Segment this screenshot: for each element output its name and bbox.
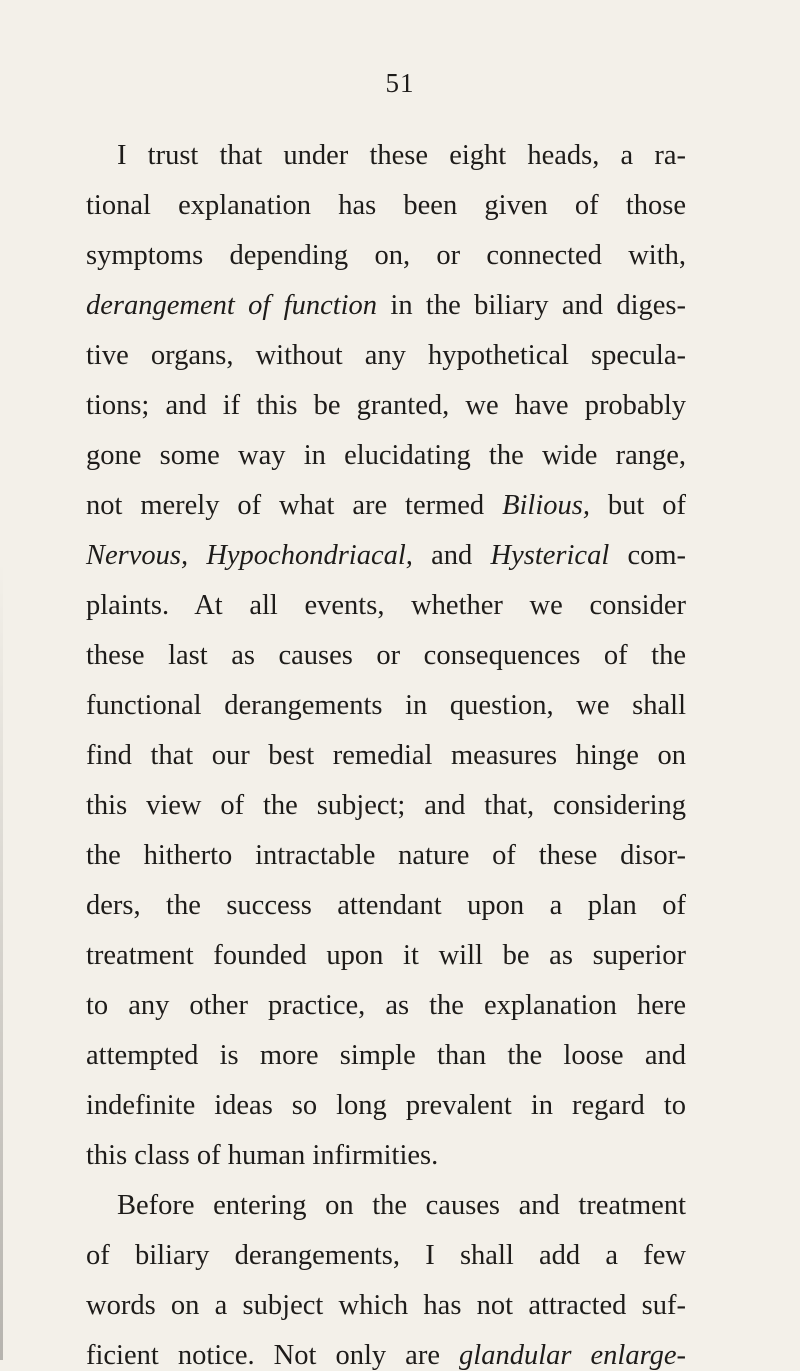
text-line: these last as causes or consequences of the (86, 640, 686, 671)
text-segment: not merely of what are termed (86, 490, 503, 521)
text-line: this class of human infirmities. (86, 1140, 439, 1171)
italic-text: Hysterical (490, 540, 610, 571)
text-line: plaints. At all events, whether we consider (86, 590, 686, 621)
text-line (86, 292, 686, 321)
text-segment: in the biliary and diges- (377, 290, 686, 321)
text-line: treatment founded upon it will be as superior (86, 940, 686, 971)
page-edge-shadow (0, 560, 3, 1360)
text-line: this view of the subject; and that, considering (86, 790, 686, 821)
text-line: find that our best remedial measures hinge on (86, 740, 686, 771)
page-number: 51 (385, 68, 415, 98)
text-line: tive organs, without any hypothetical specula- (86, 340, 686, 371)
text-line (86, 492, 686, 521)
text-line: tional explanation has been given of those (86, 190, 686, 221)
text-line: tions; and if this be granted, we have probably (86, 390, 686, 421)
italic-text: Bilious, (502, 490, 590, 521)
text-line: I trust that under these eight heads, a ra- (117, 140, 686, 171)
text-line: of biliary derangements, I shall add a few (86, 1240, 686, 1271)
text-line: words on a subject which has not attracted suf- (86, 1290, 686, 1321)
text-line: functional derangements in question, we shall (86, 690, 686, 721)
text-line: the hitherto intractable nature of these disor- (86, 840, 686, 871)
text-line: attempted is more simple than the loose and (86, 1040, 686, 1071)
italic-text: derangement of function (86, 290, 378, 321)
text-segment: com- (609, 540, 687, 571)
text-line: symptoms depending on, or connected with, (86, 240, 686, 271)
text-line (86, 542, 686, 571)
text-line: gone some way in elucidating the wide range, (86, 440, 686, 471)
text-line: indefinite ideas so long prevalent in regard to (86, 1090, 686, 1121)
text-line: to any other practice, as the explanation here (86, 990, 686, 1021)
italic-text: glandular enlarge- (459, 1340, 687, 1371)
text-line (86, 1342, 686, 1371)
text-segment: but of (590, 490, 686, 521)
text-segment: ficient notice. Not only are (86, 1340, 460, 1371)
text-segment: and (412, 540, 491, 571)
text-line: Before entering on the causes and treatment (117, 1190, 686, 1221)
text-line: ders, the success attendant upon a plan of (86, 890, 686, 921)
italic-text: Nervous, Hypochondriacal, (86, 540, 413, 571)
